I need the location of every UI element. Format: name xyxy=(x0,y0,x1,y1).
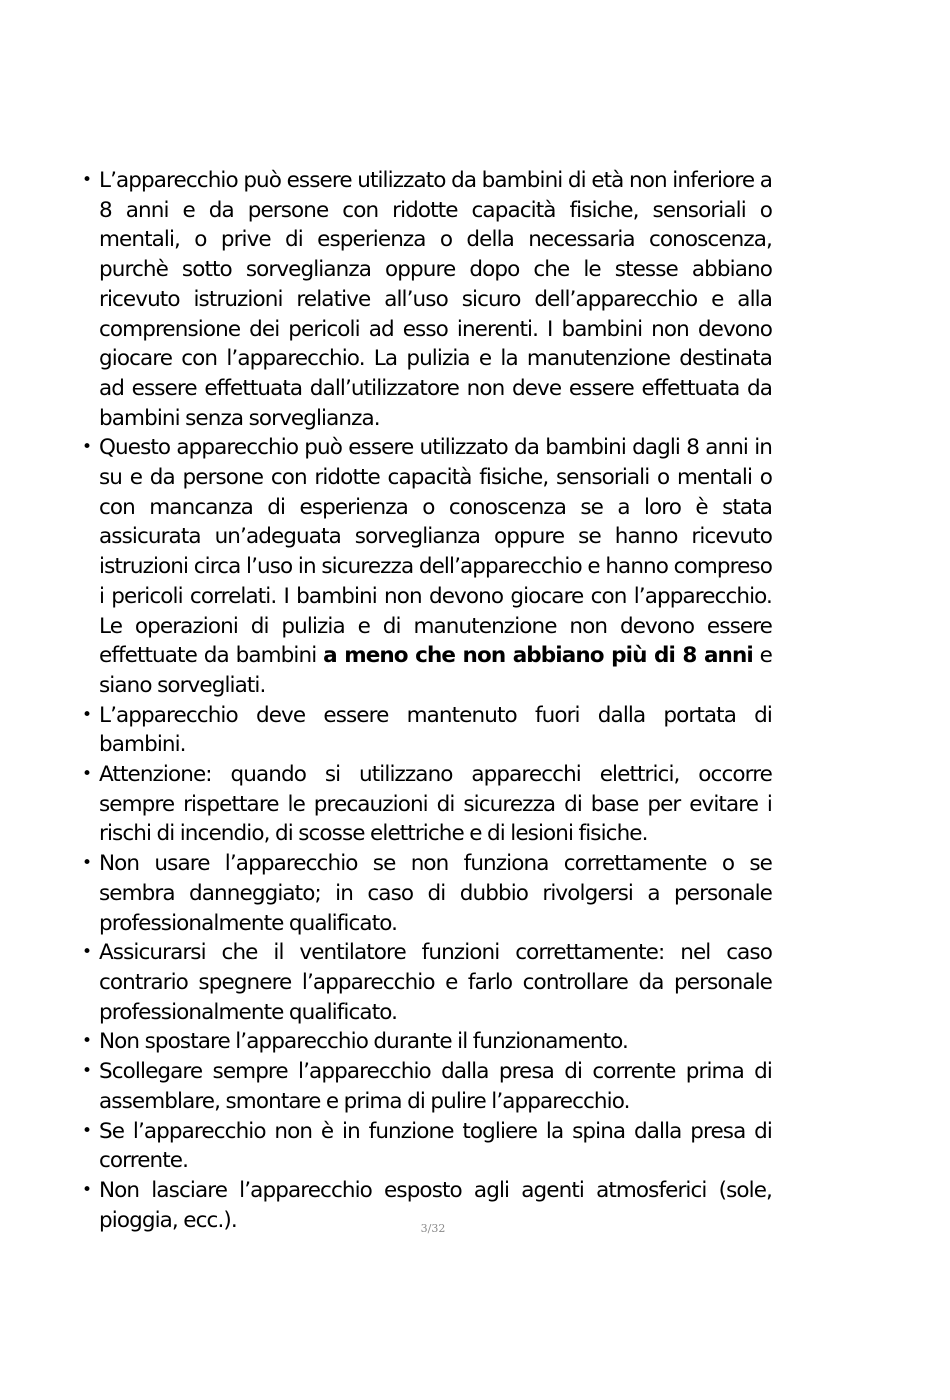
list-item-text: L’apparecchio deve essere mantenuto fuori dalla portata di bambini. xyxy=(99,702,772,758)
bullet-icon: • xyxy=(82,704,93,725)
list-item xyxy=(82,701,772,760)
bullet-icon: • xyxy=(82,170,93,190)
list-item-text: Non lasciare l’apparecchio esposto agli agenti atmosferici (sole, pioggia, ecc.). xyxy=(99,1177,772,1233)
list-item-text: Scollegare sempre l’apparecchio dalla presa di corrente prima di assemblare, smontare e prima di pulire l’apparecchio. xyxy=(99,1059,772,1114)
bullet-icon: • xyxy=(82,853,93,874)
list-item-text: L’apparecchio può essere utilizzato da bambini di età non inferiore a 8 anni e da persone con ridotte capacità fisiche, sensoriali o mentali, o prive di esperienza o della necessaria conoscenza, purchè sotto sorveglianza oppure dopo che le stesse abbiano ricevuto istruzioni relative all’uso sicuro dell’apparecchio e alla comprensione dei pericoli ad esso inerenti. I bambini non devono giocare con l’apparecchio. La pulizia e la manutenzione destinata ad essere effettuata dall’utilizzatore non deve essere effettuata da bambini senza sorveglianza. xyxy=(99,168,772,431)
bullet-icon: • xyxy=(82,942,93,963)
bullet-icon: • xyxy=(82,1031,93,1052)
bullet-icon: • xyxy=(82,437,93,458)
safety-instructions-list xyxy=(82,166,772,1235)
list-item xyxy=(82,1027,772,1057)
bullet-icon: • xyxy=(82,1120,93,1141)
list-item-text-continued: e siano sorvegliati. xyxy=(99,643,772,698)
bullet-icon: • xyxy=(82,1061,93,1082)
list-item-text: Attenzione: quando si utilizzano apparecchi elettrici, occorre sempre rispettare le precauzioni di sicurezza di base per evitare i rischi di incendio, di scosse elettriche e di lesioni fisiche. xyxy=(99,762,772,847)
list-item xyxy=(82,760,772,849)
page-number: 3/32 xyxy=(420,1222,446,1235)
list-item xyxy=(82,849,772,938)
list-item-text: Assicurarsi che il ventilatore funzioni correttamente: nel caso contrario spegnere l’apparecchio e farlo controllare da personale professionalmente qualificato. xyxy=(99,940,772,1025)
list-item xyxy=(82,938,772,1027)
list-item xyxy=(82,1117,772,1176)
list-item-text: Non usare l’apparecchio se non funziona correttamente o se sembra danneggiato; in caso di dubbio rivolgersi a personale professionalmente qualificato. xyxy=(99,851,772,936)
list-item-text: Se l’apparecchio non è in funzione togliere la spina dalla presa di corrente. xyxy=(99,1118,772,1174)
bold-emphasis-text: a meno che non abbiano più di 8 anni xyxy=(323,643,753,669)
bullet-icon: • xyxy=(82,764,93,785)
list-item-text: Non spostare l’apparecchio durante il funzionamento. xyxy=(99,1029,628,1055)
bullet-icon: • xyxy=(82,1179,93,1200)
list-item xyxy=(82,1057,772,1116)
list-item xyxy=(82,166,772,433)
list-item xyxy=(82,433,772,700)
list-item-text: Questo apparecchio può essere utilizzato da bambini dagli 8 anni in su e da persone con ridotte capacità fisiche, sensoriali o mentali o con mancanza di esperienza o conoscenza se a loro è stata assicurata un’adeguata sorveglianza oppure se hanno ricevuto istruzioni circa l’uso in sicurezza dell’apparecchio e hanno compreso i pericoli correlati. I bambini non devono giocare con l’apparecchio. Le operazioni di pulizia e di manutenzione non devono essere effettuate da bambini xyxy=(99,435,772,669)
